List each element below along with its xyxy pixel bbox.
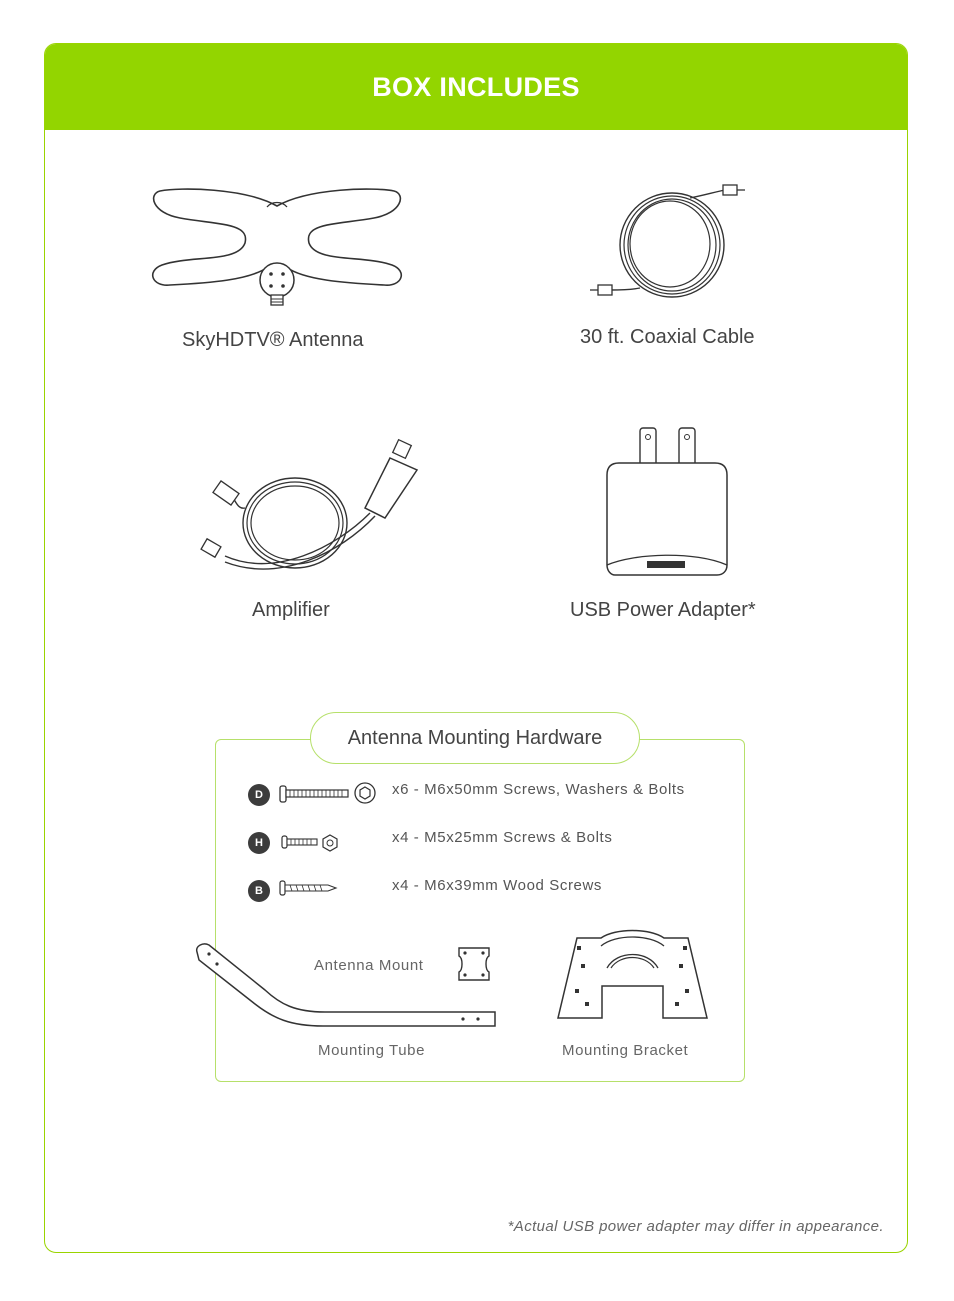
header-bar (45, 44, 907, 130)
mounting-bracket-label: Mounting Bracket (562, 1042, 689, 1059)
amplifier-label: Amplifier (252, 599, 330, 621)
hardware-badge-h: H (248, 832, 270, 854)
mounting-bracket-icon (555, 934, 710, 1024)
hardware-badge-b: B (248, 880, 270, 902)
antenna-icon (150, 185, 405, 310)
coaxial-cable-icon (590, 180, 750, 305)
mounting-tube-label: Mounting Tube (318, 1042, 426, 1059)
coaxial-cable-label: 30 ft. Coaxial Cable (580, 326, 755, 348)
footnote: *Actual USB power adapter may differ in appearance. (507, 1218, 884, 1235)
hardware-row-h-text: x4 - M5x25mm Screws & Bolts (392, 829, 613, 846)
page-title: BOX INCLUDES (372, 72, 580, 102)
antenna-mount-icon (455, 944, 493, 984)
hardware-row-b-text: x4 - M6x39mm Wood Screws (392, 877, 603, 894)
mounting-hardware-title: Antenna Mounting Hardware (310, 712, 640, 764)
hardware-row-d-text: x6 - M6x50mm Screws, Washers & Bolts (392, 781, 685, 798)
usb-power-adapter-label: USB Power Adapter* (570, 599, 756, 621)
antenna-label: SkyHDTV® Antenna (182, 329, 364, 351)
antenna-mount-label: Antenna Mount (314, 957, 424, 974)
usb-power-adapter-icon (605, 425, 730, 580)
screw-bolt-icon (282, 832, 342, 854)
wood-screw-icon (280, 879, 340, 899)
screw-washer-bolt-icon (280, 780, 380, 808)
amplifier-icon (195, 438, 420, 578)
hardware-badge-d: D (248, 784, 270, 806)
